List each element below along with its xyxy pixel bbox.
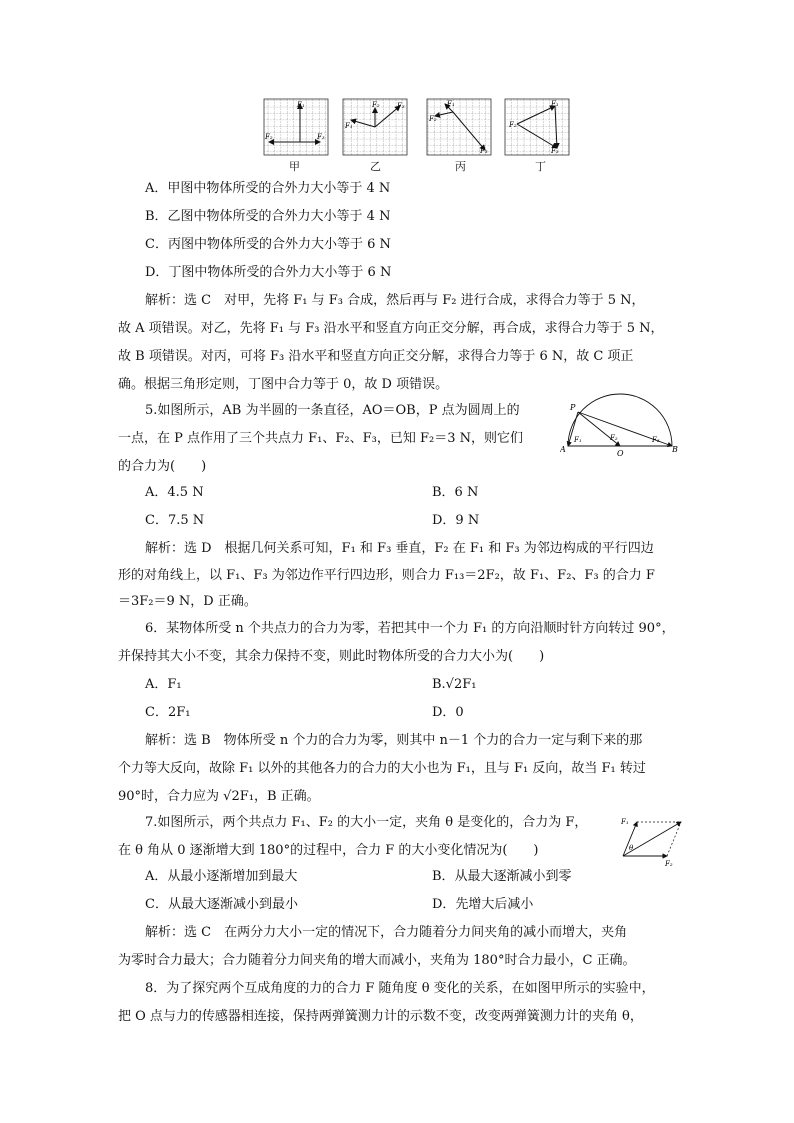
- q6-analysis-line: 90°时，合力应为 √2F₁，B 正确。: [118, 789, 320, 804]
- label-f2: F₂: [665, 860, 673, 868]
- q5-analysis-line: 解析：选 D 根据几何关系可知，F₁ 和 F₃ 垂直，F₂ 在 F₁ 和 F₃ 为邻边构成的平行四边: [145, 541, 654, 556]
- q5-analysis-line: 形的对角线上，以 F₁、F₃ 为邻边作平行四边形，则合力 F₁₃＝2F₂，故 F₁、F₂、F₃ 的合力 F: [118, 568, 655, 583]
- q6-option-d: D．0: [432, 705, 464, 720]
- label-f1: F₁: [574, 436, 582, 444]
- q5-semicircle-figure: [560, 392, 680, 460]
- q7-stem-line: 7.如图所示，两个共点力 F₁、F₂ 的大小一定，夹角 θ 是变化的，合力为 F，: [145, 815, 588, 830]
- figure-yi: [343, 99, 407, 155]
- svg-text:F₁: F₁: [297, 101, 305, 109]
- label-a: A: [560, 445, 566, 454]
- q7-option-b: B．从最大逐渐减小到零: [432, 869, 572, 884]
- svg-text:F₁: F₁: [551, 100, 559, 108]
- svg-text:F₂: F₂: [429, 115, 437, 123]
- figure-label-ding: 丁: [535, 160, 546, 173]
- svg-text:F₂: F₂: [509, 121, 517, 129]
- figure-label-jia: 甲: [289, 160, 300, 173]
- q5-option-b: B．6 N: [432, 485, 479, 500]
- svg-text:F₃: F₃: [480, 147, 488, 155]
- label-b: B: [672, 445, 678, 454]
- q8-stem-line: 8．为了探究两个互成角度的力的合力 F 随角度 θ 变化的关系，在如图甲所示的实验中，: [145, 981, 655, 996]
- q7-analysis-line: 为零时合力最大；合力随着分力间夹角的增大而减小，夹角为 180°时合力最小，C 正确。: [118, 953, 636, 968]
- label-f2: F₂: [610, 434, 618, 442]
- q6-analysis-line: 解析：选 B 物体所受 n 个力的合力为零，则其中 n－1 个力的合力一定与剩下来的那: [145, 733, 643, 748]
- figure-jia: [264, 99, 328, 155]
- q4-option-b: B．乙图中物体所受的合外力大小等于 4 N: [145, 209, 391, 224]
- svg-text:F₃: F₃: [317, 133, 325, 141]
- q5-option-c: C．7.5 N: [145, 513, 205, 528]
- svg-text:F₁: F₁: [447, 100, 455, 108]
- q7-parallelogram-figure: [615, 812, 695, 872]
- q4-analysis-line: 故 B 项错误。对丙，可将 F₃ 沿水平和竖直方向正交分解，求得合力等于 6 N，故 C 项正: [118, 349, 634, 364]
- figure-ding: [505, 99, 569, 155]
- q4-option-d: D．丁图中物体所受的合外力大小等于 6 N: [145, 265, 392, 280]
- q5-option-d: D．9 N: [432, 513, 480, 528]
- q6-analysis-line: 个力等大反向，故除 F₁ 以外的其他各力的合力的大小也为 F₁，且与 F₁ 反向，故当 F₁ 转过: [118, 761, 646, 776]
- label-f3: F₃: [652, 436, 660, 444]
- svg-text:F₃: F₃: [397, 102, 405, 110]
- figure-bing: [427, 99, 491, 155]
- q4-analysis-line: 解析：选 C 对甲，先将 F₁ 与 F₃ 合成，然后再与 F₂ 进行合成，求得合力等于 5 N，: [145, 293, 645, 308]
- q4-option-c: C．丙图中物体所受的合外力大小等于 6 N: [145, 237, 391, 252]
- q4-analysis-line: 故 A 项错误。对乙，先将 F₁ 与 F₃ 沿水平和竖直方向正交分解，再合成，求得合力等于 5 N，: [118, 321, 664, 336]
- label-theta: θ: [629, 844, 634, 852]
- q7-option-c: C．从最大逐渐减小到最小: [145, 897, 298, 912]
- label-o: O: [617, 449, 624, 458]
- q5-analysis-line: ＝3F₂＝9 N，D 正确。: [118, 594, 257, 609]
- grid-figures-q4: [255, 94, 575, 174]
- q7-analysis-line: 解析：选 C 在两分力大小一定的情况下，合力随着分力间夹角的减小而增大，夹角: [145, 925, 628, 940]
- q8-stem-line: 把 O 点与力的传感器相连接，保持两弹簧测力计的示数不变，改变两弹簧测力计的夹角 θ，: [118, 1009, 643, 1024]
- q5-stem-line: 一点，在 P 点作用了三个共点力 F₁、F₂、F₃，已知 F₂＝3 N，则它们: [118, 431, 523, 446]
- svg-text:F₂: F₂: [265, 133, 273, 141]
- q5-stem-line: 5.如图所示，AB 为半圆的一条直径，AO＝OB，P 点为圆周上的: [145, 403, 520, 418]
- q7-option-a: A．从最小逐渐增加到最大: [145, 869, 298, 884]
- figure-label-yi: 乙: [370, 160, 381, 173]
- svg-text:F₂: F₂: [372, 101, 380, 109]
- label-p: P: [570, 403, 576, 412]
- q6-option-a: A．F₁: [145, 677, 182, 692]
- q5-option-a: A．4.5 N: [145, 485, 204, 500]
- q6-stem-line: 并保持其大小不变，其余力保持不变，则此时物体所受的合力大小为( ): [118, 649, 545, 664]
- q4-analysis-line: 确。根据三角形定则，丁图中合力等于 0，故 D 项错误。: [118, 377, 449, 392]
- q7-stem-line: 在 θ 角从 0 逐渐增大到 180°的过程中，合力 F 的大小变化情况为( ): [118, 843, 539, 858]
- q6-option-c: C．2F₁: [145, 705, 191, 720]
- label-f1: F₁: [621, 818, 629, 826]
- q6-option-b: B.√2F₁: [432, 677, 477, 692]
- svg-text:F₁: F₁: [345, 122, 353, 130]
- svg-text:F₃: F₃: [551, 147, 559, 155]
- q6-stem-line: 6．某物体所受 n 个共点力的合力为零，若把其中一个力 F₁ 的方向沿顺时针方向转过 90°，: [145, 621, 675, 636]
- figure-label-bing: 丙: [455, 160, 466, 173]
- q5-stem-line: 的合力为( ): [118, 459, 207, 474]
- q4-option-a: A．甲图中物体所受的合外力大小等于 4 N: [145, 181, 391, 196]
- q7-option-d: D．先增大后减小: [432, 897, 534, 912]
